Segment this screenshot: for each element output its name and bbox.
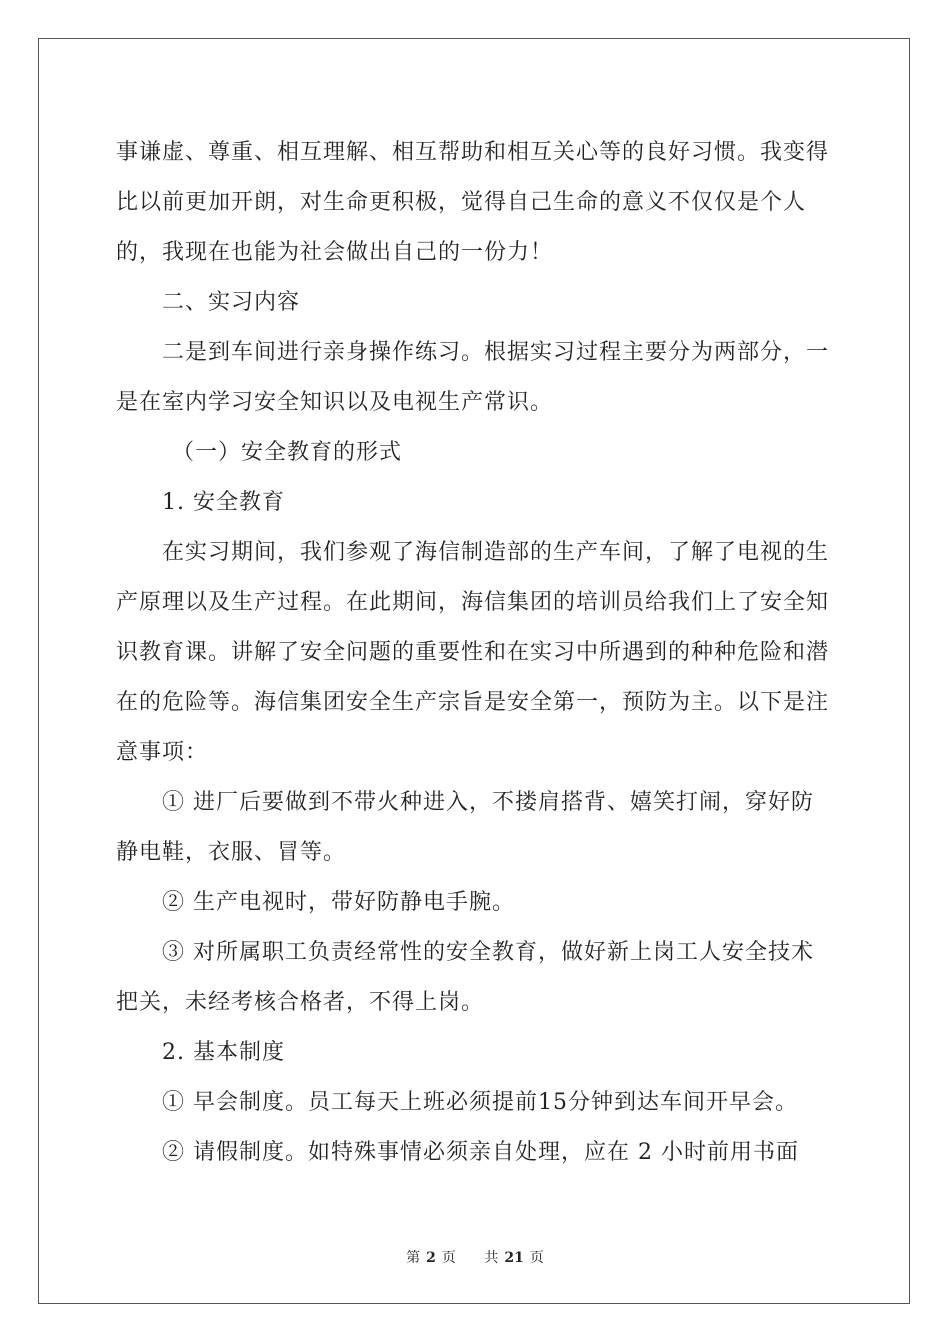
total-indicator: 共 21 页 [484,1250,544,1266]
item-heading: 1. 安全教育 [162,490,285,515]
list-item: ② 请假制度。如特殊事情必须亲自处理，应在 2 小时前用书面 [162,1140,799,1165]
list-item: ③ 对所属职工负责经常性的安全教育，做好新上岗工人安全技术把关，未经考核合格者，不得上岗。 [116,940,814,1015]
paragraph: 事谦虚、尊重、相互理解、相互帮助和相互关心等的良好习惯。我变得比以前更加开朗，对生命更积极，觉得自己生命的意义不仅仅是个人的，我现在也能为社会做出自己的一份力！ [116,140,830,265]
page-indicator: 第 2 页 [406,1250,456,1266]
page-number: 2 [426,1250,436,1266]
section-heading: 二、实习内容 [162,290,301,315]
list-item: ① 早会制度。员工每天上班必须提前15分钟到达车间开早会。 [162,1090,798,1115]
paragraph: 在实习期间，我们参观了海信制造部的生产车间，了解了电视的生产原理以及生产过程。在此期间，海信集团的培训员给我们上了安全知识教育课。讲解了安全问题的重要性和在实习中所遇到的种种危险和潜在的危险等。海信集团安全生产宗旨是安全第一，预防为主。以下是注意事项： [116,540,830,765]
total-pages: 21 [504,1250,524,1266]
document-body [116,128,836,1178]
page-footer [0,1247,950,1267]
subsection-heading: （一）安全教育的形式 [172,440,403,465]
item-heading: 2. 基本制度 [162,1040,285,1065]
paragraph: 二是到车间进行亲身操作练习。根据实习过程主要分为两部分，一是在室内学习安全知识以及电视生产常识。 [116,340,830,415]
list-item: ② 生产电视时，带好防静电手腕。 [162,890,515,915]
list-item: ① 进厂后要做到不带火种进入，不搂肩搭背、嬉笑打闹，穿好防静电鞋，衣服、冒等。 [116,790,814,865]
